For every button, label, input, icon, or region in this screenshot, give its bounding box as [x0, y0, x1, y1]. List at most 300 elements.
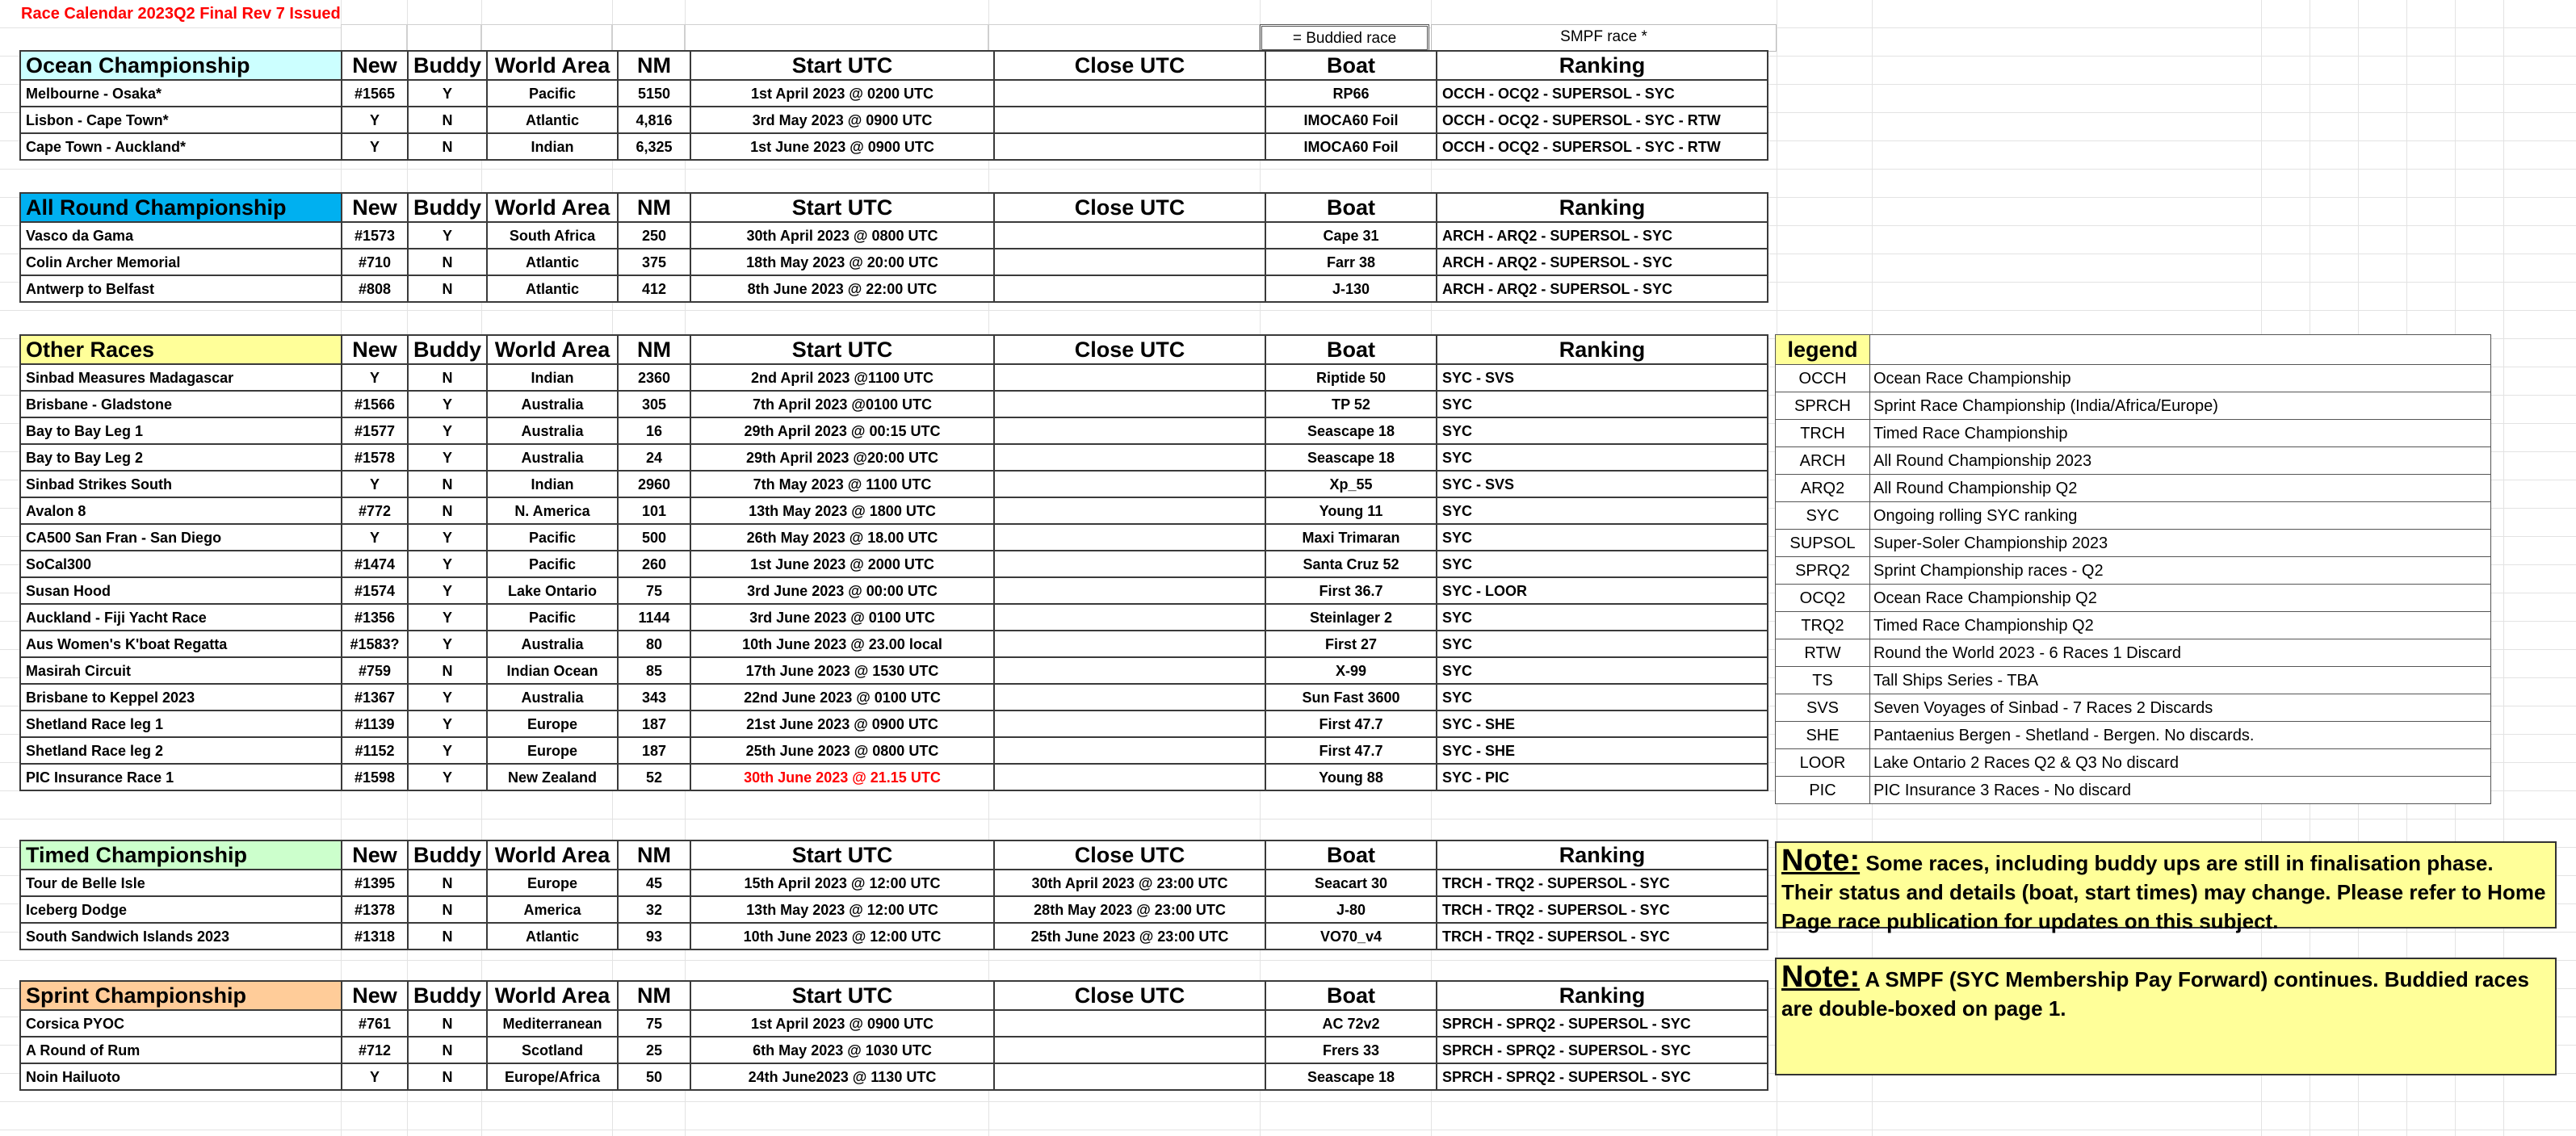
cell-buddy: Y	[408, 737, 487, 764]
cell-nm: 375	[618, 249, 690, 275]
column-header-new: New	[342, 51, 408, 80]
cell-nm: 16	[618, 417, 690, 444]
cell-boat: First 47.7	[1265, 711, 1437, 737]
race-name: Sinbad Measures Madagascar	[20, 364, 342, 391]
race-row	[20, 391, 1768, 417]
race-row	[20, 222, 1768, 249]
cell-new: Y	[342, 107, 408, 133]
legend-description: All Round Championship Q2	[1870, 475, 2491, 502]
header-row	[20, 981, 1768, 1010]
smpf-race-key: SMPF race *	[1431, 24, 1777, 52]
cell-nm: 343	[618, 684, 690, 711]
cell-ranking: SYC	[1437, 631, 1768, 657]
legend-row	[1776, 392, 2491, 420]
cell-close	[994, 737, 1265, 764]
column-header-start: Start UTC	[690, 335, 994, 364]
race-row	[20, 657, 1768, 684]
cell-ranking: SPRCH - SPRQ2 - SUPERSOL - SYC	[1437, 1063, 1768, 1090]
legend-description: Ocean Race Championship Q2	[1870, 585, 2491, 612]
cell-nm: 75	[618, 1010, 690, 1037]
legend-code: TS	[1776, 667, 1870, 694]
race-name: Cape Town - Auckland*	[20, 133, 342, 160]
cell-boat: Young 88	[1265, 764, 1437, 790]
cell-area: Europe/Africa	[487, 1063, 618, 1090]
cell-area: Pacific	[487, 80, 618, 107]
legend-code: TRQ2	[1776, 612, 1870, 639]
column-header-boat: Boat	[1265, 981, 1437, 1010]
cell-buddy: N	[408, 107, 487, 133]
cell-close	[994, 471, 1265, 497]
cell-ranking: SYC - LOOR	[1437, 577, 1768, 604]
legend-code: LOOR	[1776, 749, 1870, 777]
cell-close	[994, 684, 1265, 711]
cell-close	[994, 107, 1265, 133]
top-blank-cell	[612, 24, 685, 52]
legend-description: Lake Ontario 2 Races Q2 & Q3 No discard	[1870, 749, 2491, 777]
cell-buddy: N	[408, 133, 487, 160]
cell-start: 10th June 2023 @ 12:00 UTC	[690, 923, 994, 949]
cell-area: Atlantic	[487, 923, 618, 949]
race-name: CA500 San Fran - San Diego	[20, 524, 342, 551]
cell-new: #808	[342, 275, 408, 302]
cell-buddy: N	[408, 471, 487, 497]
cell-ranking: SYC	[1437, 524, 1768, 551]
cell-area: New Zealand	[487, 764, 618, 790]
race-row	[20, 896, 1768, 923]
cell-start: 24th June2023 @ 1130 UTC	[690, 1063, 994, 1090]
cell-nm: 4,816	[618, 107, 690, 133]
cell-close	[994, 364, 1265, 391]
legend-description: Super-Soler Championship 2023	[1870, 530, 2491, 557]
cell-close	[994, 222, 1265, 249]
legend-code: PIC	[1776, 777, 1870, 804]
cell-boat: First 36.7	[1265, 577, 1437, 604]
cell-buddy: N	[408, 275, 487, 302]
column-header-close: Close UTC	[994, 193, 1265, 222]
cell-close	[994, 275, 1265, 302]
cell-boat: AC 72v2	[1265, 1010, 1437, 1037]
section-title: Other Races	[20, 335, 342, 364]
column-header-start: Start UTC	[690, 193, 994, 222]
legend-code: SPRCH	[1776, 392, 1870, 420]
top-blank-cell	[341, 24, 407, 52]
cell-nm: 32	[618, 896, 690, 923]
legend-description: All Round Championship 2023	[1870, 447, 2491, 475]
column-header-area: World Area	[487, 193, 618, 222]
cell-new: #1583?	[342, 631, 408, 657]
race-name: Lisbon - Cape Town*	[20, 107, 342, 133]
cell-buddy: Y	[408, 391, 487, 417]
cell-new: #1566	[342, 391, 408, 417]
cell-nm: 250	[618, 222, 690, 249]
race-name: Vasco da Gama	[20, 222, 342, 249]
cell-start: 1st June 2023 @ 2000 UTC	[690, 551, 994, 577]
race-row	[20, 80, 1768, 107]
cell-area: Scotland	[487, 1037, 618, 1063]
cell-ranking: OCCH - OCQ2 - SUPERSOL - SYC	[1437, 80, 1768, 107]
race-row	[20, 684, 1768, 711]
column-header-boat: Boat	[1265, 335, 1437, 364]
cell-start: 13th May 2023 @ 12:00 UTC	[690, 896, 994, 923]
cell-close	[994, 657, 1265, 684]
legend-row	[1776, 722, 2491, 749]
race-row	[20, 133, 1768, 160]
column-header-close: Close UTC	[994, 981, 1265, 1010]
race-row	[20, 711, 1768, 737]
cell-close	[994, 604, 1265, 631]
top-blank-cell	[988, 24, 1260, 52]
cell-boat: J-80	[1265, 896, 1437, 923]
legend-description: Round the World 2023 - 6 Races 1 Discard	[1870, 639, 2491, 667]
legend-description: Sprint Championship races - Q2	[1870, 557, 2491, 585]
cell-close	[994, 711, 1265, 737]
cell-area: Atlantic	[487, 107, 618, 133]
cell-boat: TP 52	[1265, 391, 1437, 417]
cell-buddy: N	[408, 1063, 487, 1090]
race-row	[20, 524, 1768, 551]
cell-boat: Cape 31	[1265, 222, 1437, 249]
column-header-buddy: Buddy	[408, 840, 487, 870]
header-row	[20, 335, 1768, 364]
cell-close	[994, 80, 1265, 107]
page-title: Race Calendar 2023Q2 Final Rev 7 Issued	[21, 5, 341, 23]
cell-buddy: Y	[408, 711, 487, 737]
note-finalisation	[1775, 841, 2557, 933]
race-row	[20, 604, 1768, 631]
cell-buddy: Y	[408, 764, 487, 790]
legend-row	[1776, 777, 2491, 804]
cell-area: Europe	[487, 870, 618, 896]
cell-ranking: ARCH - ARQ2 - SUPERSOL - SYC	[1437, 275, 1768, 302]
cell-nm: 260	[618, 551, 690, 577]
cell-start: 18th May 2023 @ 20:00 UTC	[690, 249, 994, 275]
column-header-ranking: Ranking	[1437, 193, 1768, 222]
column-header-start: Start UTC	[690, 981, 994, 1010]
cell-start: 7th April 2023 @0100 UTC	[690, 391, 994, 417]
cell-nm: 75	[618, 577, 690, 604]
cell-boat: Riptide 50	[1265, 364, 1437, 391]
race-row	[20, 551, 1768, 577]
note-label: Note:	[1781, 844, 1861, 878]
cell-new: #1598	[342, 764, 408, 790]
cell-area: South Africa	[487, 222, 618, 249]
cell-close	[994, 417, 1265, 444]
column-header-close: Close UTC	[994, 51, 1265, 80]
cell-close	[994, 444, 1265, 471]
ocean-championship-table	[19, 50, 1768, 161]
cell-new: Y	[342, 471, 408, 497]
cell-area: Atlantic	[487, 275, 618, 302]
legend-row	[1776, 749, 2491, 777]
legend-row	[1776, 530, 2491, 557]
cell-nm: 25	[618, 1037, 690, 1063]
cell-boat: X-99	[1265, 657, 1437, 684]
race-row	[20, 1037, 1768, 1063]
cell-new: #1139	[342, 711, 408, 737]
cell-new: #1152	[342, 737, 408, 764]
cell-nm: 1144	[618, 604, 690, 631]
column-header-start: Start UTC	[690, 51, 994, 80]
cell-ranking: TRCH - TRQ2 - SUPERSOL - SYC	[1437, 896, 1768, 923]
cell-area: Mediterranean	[487, 1010, 618, 1037]
cell-ranking: OCCH - OCQ2 - SUPERSOL - SYC - RTW	[1437, 133, 1768, 160]
cell-area: Indian	[487, 471, 618, 497]
race-row	[20, 631, 1768, 657]
column-header-boat: Boat	[1265, 840, 1437, 870]
cell-ranking: SYC	[1437, 551, 1768, 577]
cell-buddy: Y	[408, 577, 487, 604]
cell-nm: 101	[618, 497, 690, 524]
cell-area: Indian	[487, 133, 618, 160]
column-header-new: New	[342, 981, 408, 1010]
legend-code: SPRQ2	[1776, 557, 1870, 585]
cell-nm: 93	[618, 923, 690, 949]
legend-code: OCCH	[1776, 365, 1870, 392]
cell-ranking: SYC	[1437, 497, 1768, 524]
section-title: Ocean Championship	[20, 51, 342, 80]
cell-area: Australia	[487, 417, 618, 444]
cell-start: 13th May 2023 @ 1800 UTC	[690, 497, 994, 524]
legend-row	[1776, 475, 2491, 502]
column-header-close: Close UTC	[994, 840, 1265, 870]
section-title: Timed Championship	[20, 840, 342, 870]
column-header-start: Start UTC	[690, 840, 994, 870]
all-round-championship-table	[19, 192, 1768, 303]
cell-nm: 2360	[618, 364, 690, 391]
race-name: South Sandwich Islands 2023	[20, 923, 342, 949]
cell-new: Y	[342, 364, 408, 391]
column-header-boat: Boat	[1265, 193, 1437, 222]
cell-boat: Maxi Trimaran	[1265, 524, 1437, 551]
cell-start: 10th June 2023 @ 23.00 local	[690, 631, 994, 657]
note-smpf	[1775, 958, 2557, 1075]
cell-ranking: ARCH - ARQ2 - SUPERSOL - SYC	[1437, 222, 1768, 249]
column-header-nm: NM	[618, 335, 690, 364]
cell-boat: Frers 33	[1265, 1037, 1437, 1063]
cell-boat: Xp_55	[1265, 471, 1437, 497]
cell-start: 6th May 2023 @ 1030 UTC	[690, 1037, 994, 1063]
cell-start: 21st June 2023 @ 0900 UTC	[690, 711, 994, 737]
cell-boat: Seacart 30	[1265, 870, 1437, 896]
legend-row	[1776, 420, 2491, 447]
legend-description: Timed Race Championship	[1870, 420, 2491, 447]
column-header-area: World Area	[487, 981, 618, 1010]
cell-buddy: N	[408, 1010, 487, 1037]
race-name: Avalon 8	[20, 497, 342, 524]
cell-start: 3rd June 2023 @ 0100 UTC	[690, 604, 994, 631]
cell-area: Indian	[487, 364, 618, 391]
cell-boat: J-130	[1265, 275, 1437, 302]
legend-row	[1776, 365, 2491, 392]
other-races-table	[19, 334, 1768, 791]
column-header-new: New	[342, 193, 408, 222]
race-name: Brisbane to Keppel 2023	[20, 684, 342, 711]
column-header-close: Close UTC	[994, 335, 1265, 364]
column-header-buddy: Buddy	[408, 51, 487, 80]
cell-start: 3rd June 2023 @ 00:00 UTC	[690, 577, 994, 604]
cell-nm: 412	[618, 275, 690, 302]
cell-buddy: Y	[408, 80, 487, 107]
legend-description: PIC Insurance 3 Races - No discard	[1870, 777, 2491, 804]
section-title: Sprint Championship	[20, 981, 342, 1010]
cell-area: Australia	[487, 444, 618, 471]
cell-new: #1565	[342, 80, 408, 107]
cell-buddy: Y	[408, 604, 487, 631]
cell-close: 28th May 2023 @ 23:00 UTC	[994, 896, 1265, 923]
race-row	[20, 444, 1768, 471]
cell-new: #1573	[342, 222, 408, 249]
cell-buddy: Y	[408, 417, 487, 444]
legend-table	[1775, 334, 2491, 804]
race-name: Shetland Race leg 2	[20, 737, 342, 764]
race-name: Brisbane - Gladstone	[20, 391, 342, 417]
cell-area: Pacific	[487, 551, 618, 577]
cell-ranking: SYC	[1437, 684, 1768, 711]
cell-ranking: SYC	[1437, 391, 1768, 417]
cell-boat: IMOCA60 Foil	[1265, 133, 1437, 160]
cell-buddy: N	[408, 1037, 487, 1063]
cell-close	[994, 391, 1265, 417]
cell-ranking: SYC - PIC	[1437, 764, 1768, 790]
cell-buddy: N	[408, 896, 487, 923]
cell-start: 29th April 2023 @20:00 UTC	[690, 444, 994, 471]
race-name: A Round of Rum	[20, 1037, 342, 1063]
cell-close	[994, 1063, 1265, 1090]
legend-code: TRCH	[1776, 420, 1870, 447]
legend-code: SUPSOL	[1776, 530, 1870, 557]
legend-row	[1776, 585, 2491, 612]
cell-close: 25th June 2023 @ 23:00 UTC	[994, 923, 1265, 949]
race-name: Sinbad Strikes South	[20, 471, 342, 497]
cell-start: 1st June 2023 @ 0900 UTC	[690, 133, 994, 160]
legend-code: SYC	[1776, 502, 1870, 530]
cell-buddy: N	[408, 657, 487, 684]
legend-code: ARQ2	[1776, 475, 1870, 502]
cell-buddy: Y	[408, 222, 487, 249]
cell-nm: 305	[618, 391, 690, 417]
cell-start: 1st April 2023 @ 0900 UTC	[690, 1010, 994, 1037]
cell-new: #1378	[342, 896, 408, 923]
column-header-nm: NM	[618, 840, 690, 870]
cell-ranking: SYC - SVS	[1437, 364, 1768, 391]
cell-buddy: N	[408, 923, 487, 949]
cell-buddy: N	[408, 497, 487, 524]
cell-buddy: Y	[408, 684, 487, 711]
cell-start: 30th June 2023 @ 21.15 UTC	[690, 764, 994, 790]
race-row	[20, 870, 1768, 896]
legend-description: Timed Race Championship Q2	[1870, 612, 2491, 639]
cell-area: Pacific	[487, 524, 618, 551]
note-text: A SMPF (SYC Membership Pay Forward) continues. Buddied races are double-boxed on page 1.	[1781, 967, 2529, 1021]
cell-area: Australia	[487, 684, 618, 711]
cell-ranking: TRCH - TRQ2 - SUPERSOL - SYC	[1437, 870, 1768, 896]
column-header-area: World Area	[487, 840, 618, 870]
cell-new: #759	[342, 657, 408, 684]
cell-nm: 80	[618, 631, 690, 657]
legend-blank	[1870, 335, 2491, 365]
legend-code: RTW	[1776, 639, 1870, 667]
note-text: Some races, including buddy ups are still in finalisation phase. Their status and details (boat, start times) may change. Please refer to Home Page race publication for updates on this subject.	[1781, 851, 2546, 933]
race-row	[20, 417, 1768, 444]
cell-ranking: SYC	[1437, 444, 1768, 471]
legend-code: SVS	[1776, 694, 1870, 722]
race-name: Tour de Belle Isle	[20, 870, 342, 896]
legend-title: legend	[1776, 335, 1870, 365]
race-name: Shetland Race leg 1	[20, 711, 342, 737]
cell-buddy: N	[408, 364, 487, 391]
cell-new: Y	[342, 133, 408, 160]
cell-ranking: OCCH - OCQ2 - SUPERSOL - SYC - RTW	[1437, 107, 1768, 133]
cell-nm: 50	[618, 1063, 690, 1090]
cell-ranking: SPRCH - SPRQ2 - SUPERSOL - SYC	[1437, 1010, 1768, 1037]
cell-buddy: N	[408, 249, 487, 275]
cell-boat: Farr 38	[1265, 249, 1437, 275]
legend-row	[1776, 557, 2491, 585]
legend-row	[1776, 502, 2491, 530]
legend-description: Tall Ships Series - TBA	[1870, 667, 2491, 694]
cell-new: #1356	[342, 604, 408, 631]
cell-new: #1474	[342, 551, 408, 577]
header-row	[20, 51, 1768, 80]
top-blank-cell	[481, 24, 612, 52]
race-name: Bay to Bay Leg 1	[20, 417, 342, 444]
cell-ranking: ARCH - ARQ2 - SUPERSOL - SYC	[1437, 249, 1768, 275]
cell-start: 26th May 2023 @ 18.00 UTC	[690, 524, 994, 551]
cell-ranking: SPRCH - SPRQ2 - SUPERSOL - SYC	[1437, 1037, 1768, 1063]
column-header-ranking: Ranking	[1437, 840, 1768, 870]
cell-nm: 2960	[618, 471, 690, 497]
cell-start: 25th June 2023 @ 0800 UTC	[690, 737, 994, 764]
cell-nm: 52	[618, 764, 690, 790]
legend-row	[1776, 447, 2491, 475]
race-name: Melbourne - Osaka*	[20, 80, 342, 107]
cell-start: 8th June 2023 @ 22:00 UTC	[690, 275, 994, 302]
column-header-ranking: Ranking	[1437, 335, 1768, 364]
race-name: Masirah Circuit	[20, 657, 342, 684]
cell-close: 30th April 2023 @ 23:00 UTC	[994, 870, 1265, 896]
cell-area: Pacific	[487, 604, 618, 631]
cell-area: Indian Ocean	[487, 657, 618, 684]
legend-description: Ocean Race Championship	[1870, 365, 2491, 392]
column-header-ranking: Ranking	[1437, 51, 1768, 80]
legend-row	[1776, 639, 2491, 667]
cell-close	[994, 524, 1265, 551]
cell-close	[994, 133, 1265, 160]
race-name: Iceberg Dodge	[20, 896, 342, 923]
race-name: Bay to Bay Leg 2	[20, 444, 342, 471]
legend-description: Sprint Race Championship (India/Africa/Europe)	[1870, 392, 2491, 420]
legend-code: OCQ2	[1776, 585, 1870, 612]
cell-new: #1367	[342, 684, 408, 711]
cell-start: 1st April 2023 @ 0200 UTC	[690, 80, 994, 107]
top-blank-cell	[685, 24, 988, 52]
column-header-nm: NM	[618, 51, 690, 80]
race-row	[20, 275, 1768, 302]
cell-ranking: SYC - SVS	[1437, 471, 1768, 497]
column-header-nm: NM	[618, 981, 690, 1010]
cell-nm: 24	[618, 444, 690, 471]
cell-start: 29th April 2023 @ 00:15 UTC	[690, 417, 994, 444]
cell-new: Y	[342, 524, 408, 551]
cell-boat: Young 11	[1265, 497, 1437, 524]
column-header-area: World Area	[487, 335, 618, 364]
cell-new: #1574	[342, 577, 408, 604]
cell-boat: VO70_v4	[1265, 923, 1437, 949]
cell-new: Y	[342, 1063, 408, 1090]
cell-ranking: SYC - SHE	[1437, 737, 1768, 764]
cell-new: #1577	[342, 417, 408, 444]
race-name: Corsica PYOC	[20, 1010, 342, 1037]
